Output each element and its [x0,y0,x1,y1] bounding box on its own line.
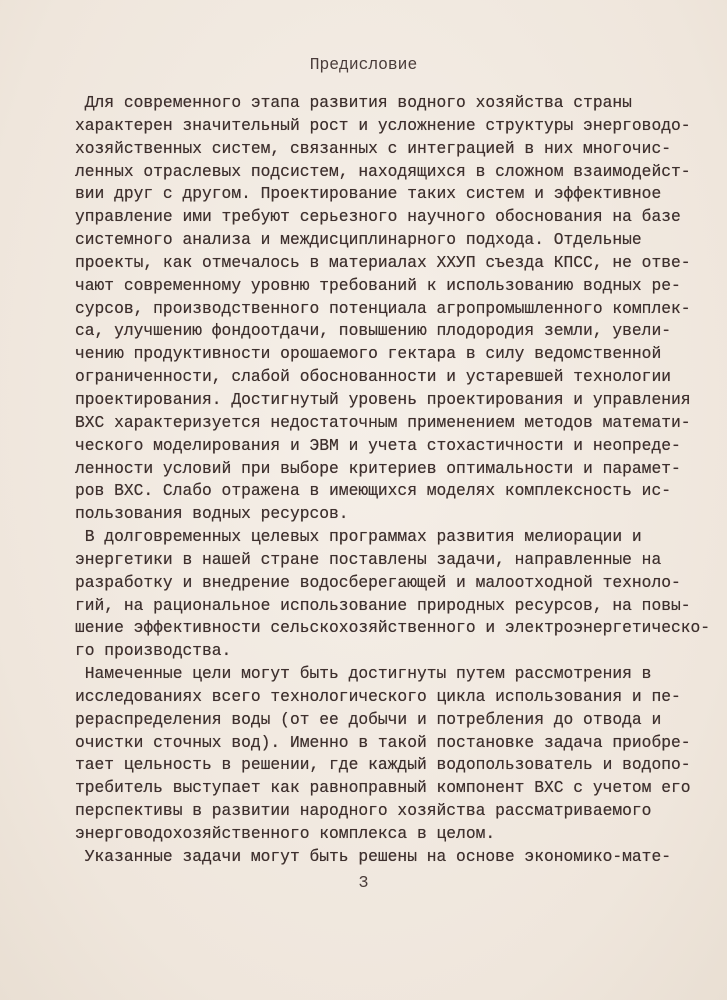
text-line: энергетики в нашей стране поставлены задачи, направленные на [75,549,662,569]
text-line: ческого моделирования и ЭВМ и учета стохастичности и неопреде- [75,435,681,455]
text-line: чают современному уровню требований к использованию водных ре- [75,275,681,295]
text-line: ВХС характеризуется недостаточным применением методов математи- [75,412,691,432]
text-line: проектирования. Достигнутый уровень проектирования и управления [75,389,691,409]
text-line: вии друг с другом. Проектирование таких систем и эффективное [75,184,662,204]
text-line: Указанные задачи могут быть решены на основе экономико-мате- [75,846,671,866]
text-line: В долговременных целевых программах развития мелиорации и [75,527,642,547]
text-line: чению продуктивности орошаемого гектара в силу ведомственной [75,344,662,364]
text-line: характерен значительный рост и усложнение структуры энерговодо- [75,115,691,135]
text-line: гий, на рациональное использование природных ресурсов, на повы- [75,595,691,615]
text-line: проекты, как отмечалось в материалах ХХУП съезда КПСС, не отве- [75,252,691,272]
text-line: ленных отраслевых подсистем, находящихся в сложном взаимодейст- [75,161,691,181]
text-line: го производства. [75,641,232,661]
text-line: очистки сточных вод). Именно в такой постановке задача приобре- [75,732,691,752]
text-line: энерговодохозяйственного комплекса в целом. [75,824,496,843]
page-title: Предисловие [309,55,418,74]
text-line: тает цельность в решении, где каждый водопользователь и водопо- [75,755,691,775]
text-line: ограниченности, слабой обоснованности и устаревшей технологии [75,367,671,387]
text-line: системного анализа и междисциплинарного подхода. Отдельные [75,230,642,250]
document-body [75,92,710,869]
text-line: хозяйственных систем, связанных с интеграцией в них многочис- [75,138,671,158]
text-line: са, улучшению фондоотдачи, повышению плодородия земли, увели- [75,321,671,341]
page-number: 3 [358,874,369,893]
text-line: ров ВХС. Слабо отражена в имеющихся моделях комплексность ис- [75,481,671,501]
text-line: пользования водных ресурсов. [75,504,349,524]
text-line: требитель выступает как равноправный компонент ВХС с учетом его [75,778,691,798]
text-line: исследованиях всего технологического цикла использования и пе- [75,686,681,706]
text-line: Намеченные цели могут быть достигнуты путем рассмотрения в [75,664,652,684]
text-line: Для современного этапа развития водного хозяйства страны [75,93,632,112]
text-line: ленности условий при выборе критериев оптимальности и парамет- [75,458,681,478]
text-line: сурсов, производственного потенциала агропромышленного комплек- [75,298,691,318]
text-line: шение эффективности сельскохозяйственного и электроэнергетическо- [75,618,711,638]
text-line: разработку и внедрение водосберегающей и малоотходной техноло- [75,572,681,592]
text-line: управление ими требуют серьезного научного обоснования на базе [75,207,681,227]
text-line: перспективы в развитии народного хозяйства рассматриваемого [75,801,652,821]
text-line: рераспределения воды (от ее добычи и потребления до отвода и [75,709,662,729]
